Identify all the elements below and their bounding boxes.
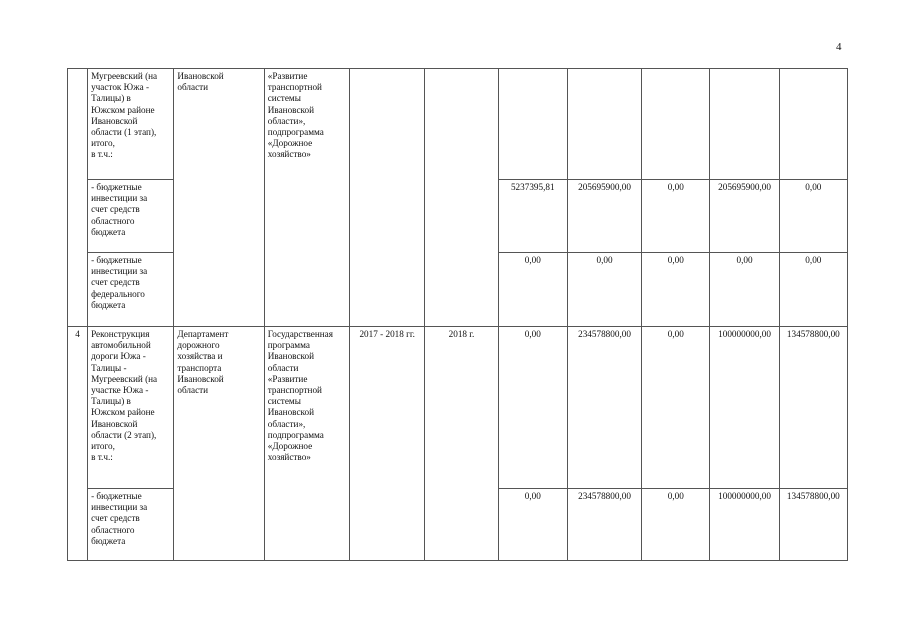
- funding-source: - бюджетные инвестиции за счет средств федерального бюджета: [88, 253, 174, 327]
- value-cell-4: [710, 69, 779, 180]
- value-cell-1: 0,00: [498, 253, 567, 327]
- program-cell: «Развитие транспортной системы Ивановской области», подпрограмма «Дорожное хозяйство»: [264, 69, 349, 327]
- object-name: Реконструкция автомобильной дороги Южа - Талицы - Мугреевский (на участке Южа - Талицы) в Южском районе Ивановской области (2 этап), итого, в т.ч.:: [88, 327, 174, 489]
- value-cell-3: 0,00: [642, 180, 710, 253]
- period-cell: [350, 69, 425, 327]
- value-cell-1: 0,00: [498, 489, 567, 561]
- row-number: [68, 69, 88, 327]
- value-cell-5: [779, 69, 847, 180]
- object-name: Мугреевский (на участок Южа - Талицы) в Южском районе Ивановской области (1 этап), итого, в т.ч.:: [88, 69, 174, 180]
- value-cell-2: 0,00: [567, 253, 641, 327]
- customer-cell: Департамент дорожного хозяйства и транспорта Ивановской области: [174, 327, 264, 561]
- value-cell-1: 0,00: [498, 327, 567, 489]
- value-cell-3: 0,00: [642, 327, 710, 489]
- value-cell-2: [567, 69, 641, 180]
- value-cell-5: 134578800,00: [779, 327, 847, 489]
- year-cell: 2018 г.: [425, 327, 498, 561]
- value-cell-5: 134578800,00: [779, 489, 847, 561]
- table-row: [68, 69, 848, 180]
- value-cell-4: 100000000,00: [710, 327, 779, 489]
- value-cell-3: 0,00: [642, 489, 710, 561]
- value-cell-5: 0,00: [779, 253, 847, 327]
- value-cell-3: 0,00: [642, 253, 710, 327]
- value-cell-1: [498, 69, 567, 180]
- value-cell-2: 205695900,00: [567, 180, 641, 253]
- value-cell-2: 234578800,00: [567, 327, 641, 489]
- year-cell: [425, 69, 498, 327]
- value-cell-4: 0,00: [710, 253, 779, 327]
- funding-source: - бюджетные инвестиции за счет средств областного бюджета: [88, 489, 174, 561]
- customer-cell: Ивановской области: [174, 69, 264, 327]
- funding-source: - бюджетные инвестиции за счет средств областного бюджета: [88, 180, 174, 253]
- table-row: [68, 327, 848, 489]
- value-cell-4: 205695900,00: [710, 180, 779, 253]
- investment-table: [67, 68, 848, 561]
- value-cell-3: [642, 69, 710, 180]
- value-cell-1: 5237395,81: [498, 180, 567, 253]
- value-cell-4: 100000000,00: [710, 489, 779, 561]
- period-cell: 2017 - 2018 гг.: [350, 327, 425, 561]
- value-cell-2: 234578800,00: [567, 489, 641, 561]
- program-cell: Государственная программа Ивановской области «Развитие транспортной системы Ивановской области», подпрограмма «Дорожное хозяйство»: [264, 327, 349, 561]
- value-cell-5: 0,00: [779, 180, 847, 253]
- page-number: 4: [836, 41, 842, 53]
- row-number: 4: [68, 327, 88, 561]
